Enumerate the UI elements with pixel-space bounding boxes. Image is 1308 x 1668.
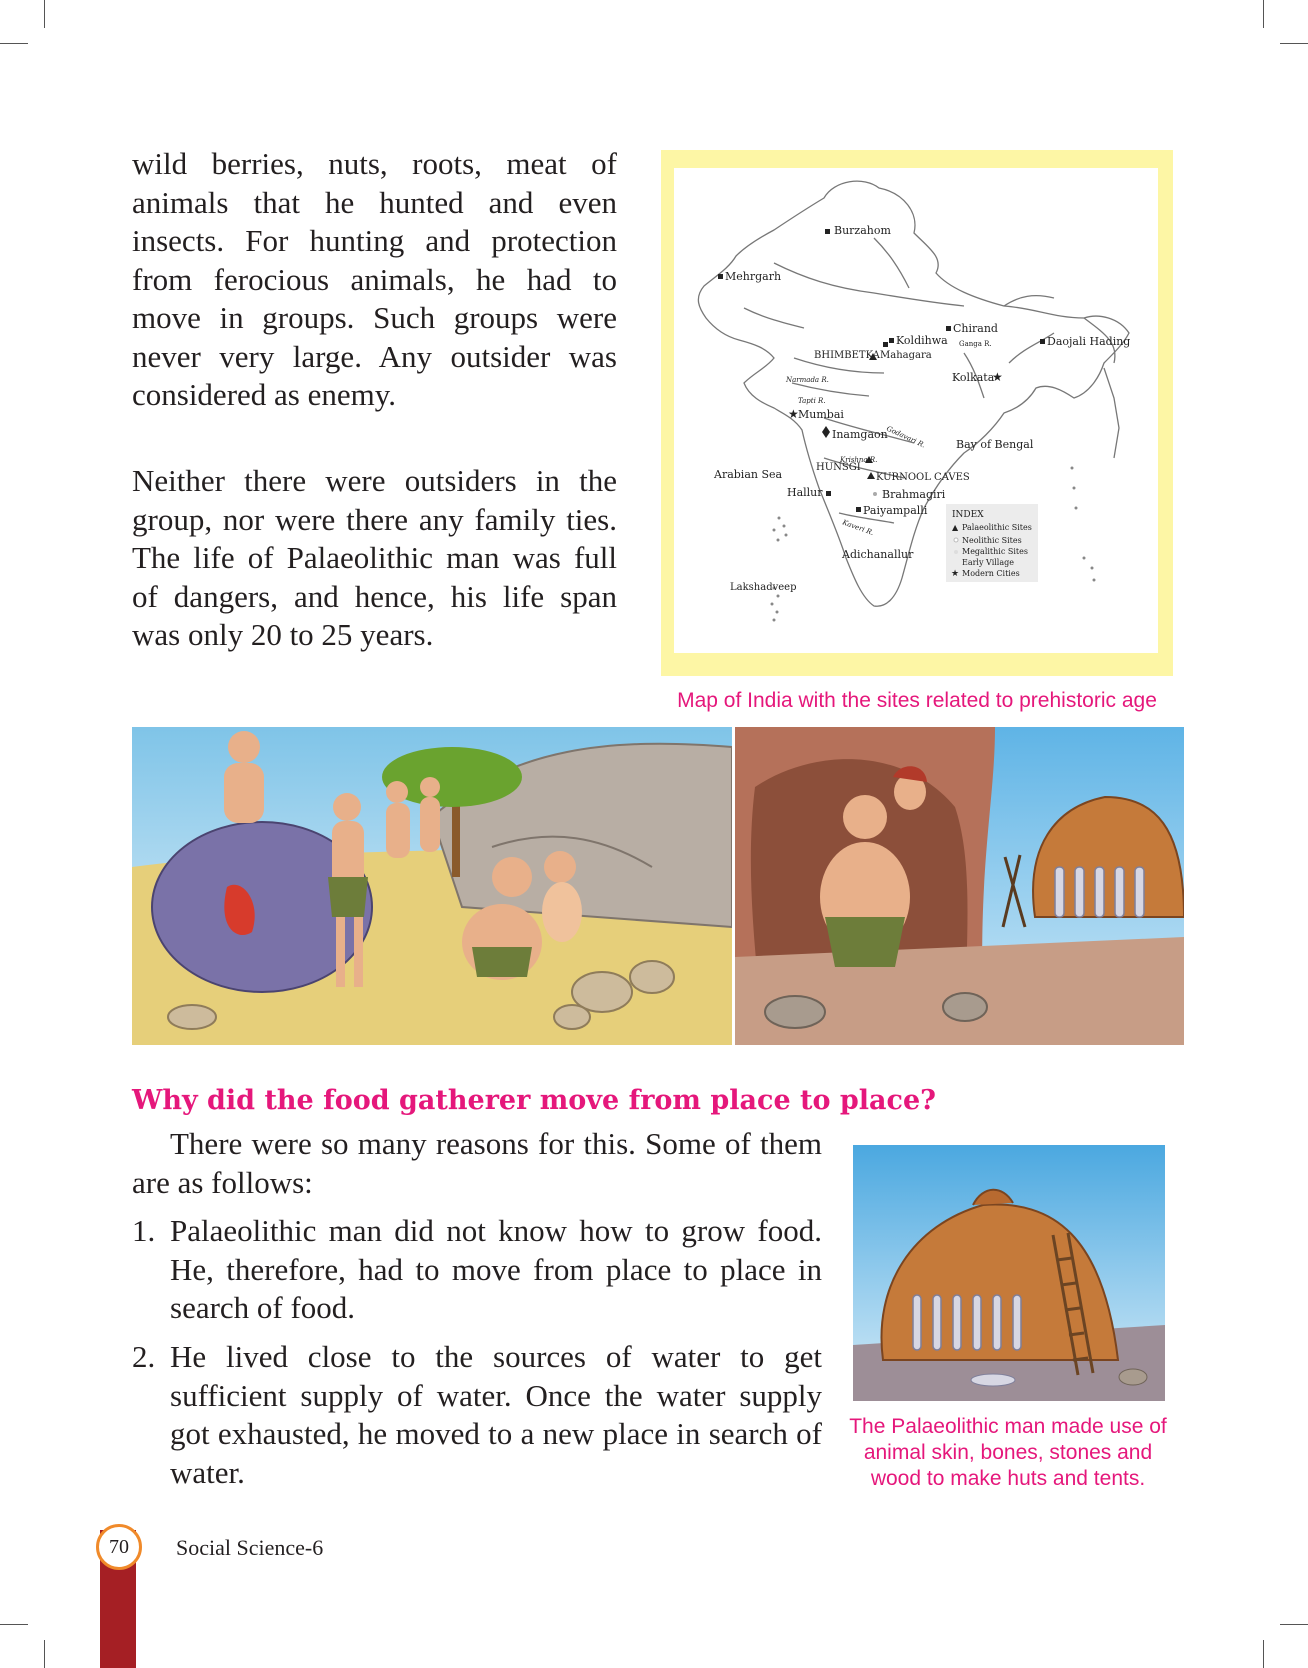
- map-label-lakshadweep: Lakshadveep: [730, 582, 797, 593]
- map-label-koldihwa: Koldihwa: [896, 334, 948, 347]
- hunting-scene-illustration: [132, 727, 732, 1045]
- map-index-item: Modern Cities: [962, 569, 1020, 578]
- map-label-adichanallur: Adichanallur: [842, 548, 914, 561]
- map-index-item: Neolithic Sites: [962, 536, 1022, 545]
- list-number: 2.: [132, 1339, 156, 1374]
- map-label-mehrgarh: Mehrgarh: [725, 270, 782, 283]
- list-item-text: He lived close to the sources of water to get sufficient supply of water. Once the water supply got exhausted, he moved to a new place in search of water.: [170, 1339, 822, 1490]
- book-title: Social Science-6: [176, 1535, 324, 1560]
- hut-caption: The Palaeolithic man made use of animal skin, bones, stones and wood to make huts and tents.: [849, 1415, 1167, 1490]
- map-label-mumbai: Mumbai: [798, 408, 844, 421]
- map-label-bay: Bay of Bengal: [956, 438, 1034, 451]
- list-item-text: Palaeolithic man did not know how to grow food. He, therefore, had to move from place to place in search of food.: [170, 1213, 822, 1325]
- india-map: [674, 168, 1158, 653]
- map-label-godavari: Godavari R.: [885, 424, 927, 450]
- map-label-ganga: Ganga R.: [959, 340, 992, 348]
- map-label-inamgaon: Inamgaon: [832, 428, 888, 441]
- map-label-kolkata: Kolkata: [952, 371, 995, 384]
- map-caption: Map of India with the sites related to prehistoric age: [677, 689, 1157, 712]
- india-map-outline: [674, 168, 1158, 653]
- map-label-kurnool: KURNOOL CAVES: [876, 472, 970, 483]
- hunting-scene-drawing: [132, 727, 732, 1045]
- map-label-tapti: Tapti R.: [798, 397, 826, 405]
- crop-mark: [44, 1640, 45, 1668]
- cave-hut-drawing: [735, 727, 1184, 1045]
- map-index-item: Megalithic Sites: [962, 547, 1028, 556]
- hut-illustration: [853, 1145, 1165, 1401]
- map-index-item: Early Village: [962, 558, 1014, 567]
- map-index-item: Palaeolithic Sites: [962, 523, 1032, 532]
- map-star-mumbai: ★: [788, 407, 799, 421]
- index-megalithic-icon: [954, 550, 958, 554]
- paragraph-life: Neither there were outsiders in the group, nor were there any family ties. The life of Palaeolithic man was full of dangers, and hence, his life span was only 20 to 25 years.: [132, 463, 617, 652]
- map-label-hunsgi: HUNSGI: [816, 462, 861, 473]
- crop-mark: [44, 0, 45, 28]
- map-label-brahmagiri: Brahmagiri: [882, 488, 946, 501]
- hut-drawing: [853, 1145, 1165, 1401]
- map-frame: [661, 150, 1173, 676]
- map-label-mahagara: Mahagara: [880, 350, 932, 361]
- map-label-arabian: Arabian Sea: [714, 468, 783, 481]
- crop-mark: [1280, 1624, 1308, 1625]
- map-label-paiyampalli: Paiyampalli: [863, 504, 928, 517]
- map-label-chirand: Chirand: [953, 322, 998, 335]
- page-number: 70: [109, 1535, 129, 1558]
- map-label-burzahom: Burzahom: [834, 224, 891, 237]
- section-heading: Why did the food gatherer move from place to place?: [132, 1085, 936, 1116]
- crop-mark: [0, 43, 28, 44]
- paragraph-food: wild berries, nuts, roots, meat of animals that he hunted and even insects. For hunting and protection from ferocious animals, he had to move in groups. Such groups were never very large. Any outsider was considered as enemy.: [132, 146, 617, 412]
- map-label-kaveri: Kaveri R.: [841, 518, 875, 538]
- map-label-narmada: Narmada R.: [786, 376, 829, 384]
- crop-mark: [1280, 43, 1308, 44]
- list-number: 1.: [132, 1213, 156, 1248]
- page-number-badge: [96, 1524, 142, 1570]
- map-label-hallur: Hallur: [787, 486, 823, 499]
- map-label-krishna: Krishna R.: [840, 456, 878, 464]
- section-intro: There were so many reasons for this. Some of them are as follows:: [132, 1126, 822, 1200]
- map-index: [946, 504, 1038, 582]
- crop-mark: [0, 1624, 28, 1625]
- crop-mark: [1263, 0, 1264, 28]
- crop-mark: [1263, 1640, 1264, 1668]
- index-palaeolithic-icon: ▲: [952, 523, 959, 532]
- index-neolithic-icon: [954, 538, 958, 542]
- cave-hut-illustration: [735, 727, 1184, 1045]
- map-label-bhimbetka: BHIMBETKA: [814, 350, 880, 361]
- index-city-star-icon: ★: [951, 569, 960, 579]
- map-star-kolkata: ★: [992, 370, 1003, 384]
- map-index-title: INDEX: [952, 510, 984, 520]
- map-label-daojali: Daojali Hading: [1047, 335, 1131, 348]
